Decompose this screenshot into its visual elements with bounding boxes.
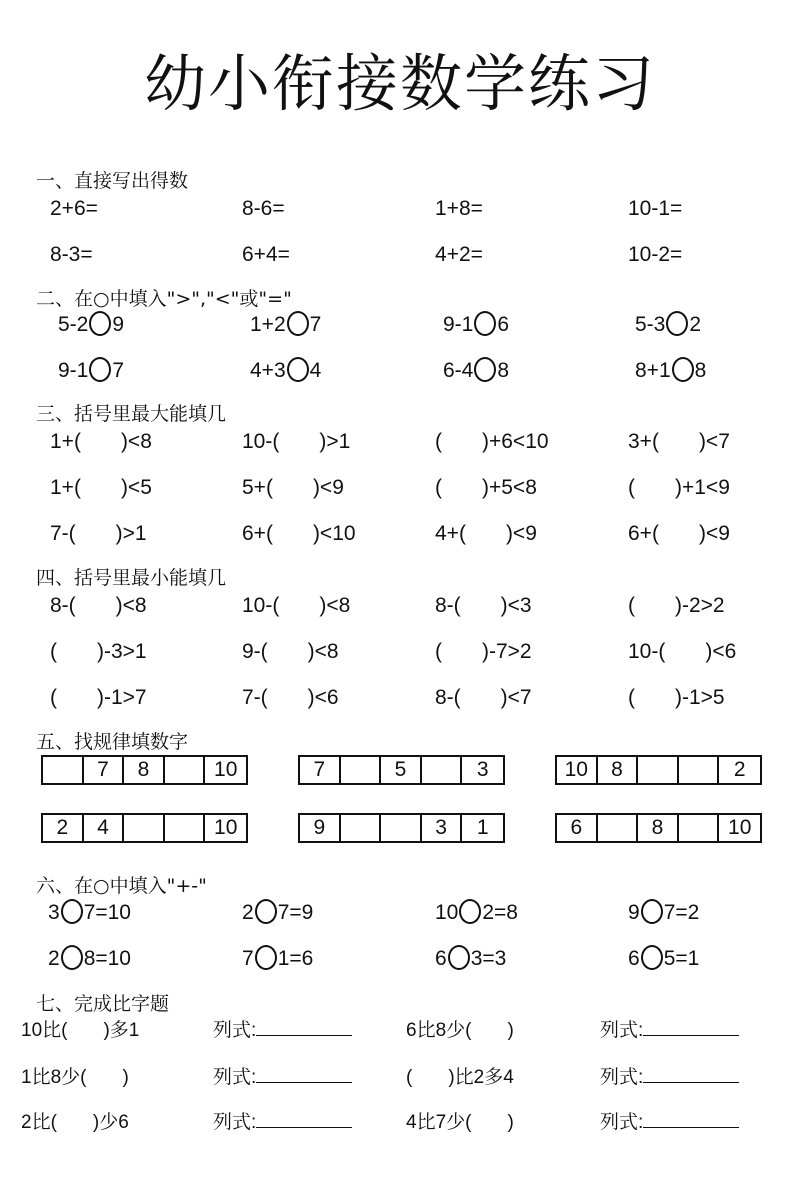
pattern-cell[interactable]: 2 (733, 758, 746, 781)
left: ( (435, 640, 442, 663)
pattern-cell[interactable]: 5 (381, 757, 422, 783)
bracket-problem (242, 520, 356, 548)
word-problem (21, 1017, 139, 1045)
bracket-problem (50, 428, 152, 456)
left: 7-( (50, 522, 76, 545)
expr: 1+2 (250, 313, 286, 336)
expr: 9-1 (58, 359, 89, 382)
right: )-1>5 (675, 686, 725, 709)
pattern-boxes (298, 755, 505, 785)
answer-circle[interactable] (641, 899, 663, 924)
bracket-problem (628, 520, 730, 548)
bracket-problem (242, 474, 344, 502)
bracket-problem (435, 428, 549, 456)
pattern-cell[interactable]: 4 (84, 815, 125, 841)
operator-problem (242, 945, 313, 973)
pattern-cell[interactable]: 10 (214, 816, 238, 839)
pattern-boxes (298, 813, 505, 843)
formula-label: 列式: (213, 1112, 257, 1133)
left: 6+( (628, 522, 659, 545)
expr: 4+3 (250, 359, 286, 382)
right: )多1 (103, 1020, 140, 1041)
answer-circle[interactable] (474, 357, 496, 382)
problem: 8-3= (50, 243, 93, 266)
right: )-3>1 (97, 640, 147, 663)
compare-problem (58, 311, 124, 339)
answer-circle[interactable] (459, 899, 481, 924)
expr: 6-4 (443, 359, 474, 382)
pattern-boxes (555, 813, 762, 843)
section-4-heading: 四、括号里最小能填几 (36, 567, 227, 589)
value: 4 (309, 359, 322, 382)
left: 8-( (435, 686, 461, 709)
bracket-problem (50, 520, 147, 548)
section-2-heading: 二、在○中填入">","<"或"=" (36, 288, 292, 310)
answer-circle[interactable] (448, 945, 470, 970)
answer-circle[interactable] (672, 357, 694, 382)
left: ( (628, 594, 635, 617)
answer-circle[interactable] (255, 899, 277, 924)
formula-answer-line[interactable] (643, 1017, 739, 1036)
operator-problem (435, 899, 518, 927)
left-operand: 7 (242, 947, 254, 970)
pattern-cell[interactable] (43, 757, 84, 783)
right: )<9 (698, 522, 730, 545)
formula-field (600, 1017, 739, 1045)
value: 8 (694, 359, 707, 382)
answer-circle[interactable] (474, 311, 496, 336)
left-operand: 10 (435, 901, 459, 924)
formula-answer-line[interactable] (643, 1064, 739, 1083)
right-side: 8=10 (83, 947, 131, 970)
right: )-1>7 (97, 686, 147, 709)
word-problem (21, 1064, 129, 1092)
right-side: 3=3 (470, 947, 507, 970)
pattern-cell[interactable]: 8 (638, 815, 679, 841)
left: 10-( (628, 640, 666, 663)
formula-answer-line[interactable] (256, 1109, 352, 1128)
expr: 8+1 (635, 359, 671, 382)
compare-problem (443, 311, 509, 339)
right: )-2>2 (675, 594, 725, 617)
left: 9-( (242, 640, 268, 663)
problem: 10-1= (628, 197, 683, 220)
pattern-cell[interactable]: 7 (84, 757, 125, 783)
right: )<8 (120, 430, 152, 453)
compare-problem (250, 311, 321, 339)
bracket-problem (435, 638, 532, 666)
bracket-problem (435, 592, 532, 620)
answer-circle[interactable] (641, 945, 663, 970)
right: )<5 (120, 476, 152, 499)
right-side: 1=6 (277, 947, 314, 970)
right: )+6<10 (482, 430, 549, 453)
problem: 1+8= (435, 197, 483, 220)
left: 3+( (628, 430, 659, 453)
right: )<8 (307, 640, 339, 663)
pattern-boxes (555, 755, 762, 785)
right: )-7>2 (482, 640, 532, 663)
word-problem (21, 1109, 129, 1137)
operator-problem (48, 899, 131, 927)
formula-answer-line[interactable] (256, 1064, 352, 1083)
answer-circle[interactable] (61, 899, 83, 924)
left: 8-( (50, 594, 76, 617)
left: 7-( (242, 686, 268, 709)
pattern-cell[interactable] (679, 815, 720, 841)
problem: 6+4= (242, 243, 290, 266)
word-problem (406, 1109, 514, 1137)
value: 6 (497, 313, 510, 336)
value: 7 (309, 313, 322, 336)
bracket-problem (50, 474, 152, 502)
left: 6+( (242, 522, 273, 545)
pattern-cell[interactable] (422, 757, 463, 783)
bracket-problem (435, 520, 537, 548)
right-side: 2=8 (482, 901, 518, 924)
pattern-cell[interactable] (598, 815, 639, 841)
pattern-boxes (41, 813, 248, 843)
bracket-problem (50, 592, 147, 620)
right: )<7 (500, 686, 532, 709)
answer-circle[interactable] (61, 945, 83, 970)
right: )<8 (115, 594, 147, 617)
right: )+1<9 (675, 476, 730, 499)
operator-problem (628, 945, 699, 973)
left: ( (628, 476, 635, 499)
pattern-cell[interactable]: 10 (728, 816, 752, 839)
answer-circle[interactable] (89, 311, 111, 336)
left: 10-( (242, 594, 280, 617)
left: 10-( (242, 430, 280, 453)
formula-answer-line[interactable] (643, 1109, 739, 1128)
right: )<9 (312, 476, 344, 499)
answer-circle[interactable] (666, 311, 688, 336)
formula-field (600, 1064, 739, 1092)
value: 9 (112, 313, 125, 336)
left: 8-( (435, 594, 461, 617)
pattern-cell[interactable]: 10 (557, 757, 598, 783)
pattern-cell[interactable] (165, 757, 206, 783)
answer-circle[interactable] (89, 357, 111, 382)
left: ( (435, 430, 442, 453)
word-problem (406, 1064, 514, 1092)
pattern-cell[interactable] (638, 757, 679, 783)
left: 4比7少( (406, 1112, 472, 1133)
bracket-problem (50, 638, 147, 666)
answer-circle[interactable] (287, 311, 309, 336)
compare-problem (635, 357, 706, 385)
right: )<6 (705, 640, 737, 663)
pattern-boxes (41, 755, 248, 785)
bracket-problem (242, 684, 339, 712)
section-6-heading: 六、在○中填入"+-" (36, 875, 207, 897)
operator-problem (435, 945, 506, 973)
formula-label: 列式: (213, 1020, 257, 1041)
bracket-problem (50, 684, 147, 712)
right: )>1 (115, 522, 147, 545)
pattern-cell[interactable] (124, 815, 165, 841)
left-operand: 3 (48, 901, 60, 924)
right-side: 7=10 (83, 901, 131, 924)
left: 1比8少( (21, 1067, 87, 1088)
left: 2比( (21, 1112, 57, 1133)
value: 8 (497, 359, 510, 382)
operator-problem (48, 945, 131, 973)
left: 6比8少( (406, 1020, 472, 1041)
expr: 9-1 (443, 313, 474, 336)
value: 2 (689, 313, 702, 336)
right: )<3 (500, 594, 532, 617)
formula-field (213, 1109, 352, 1137)
compare-problem (58, 357, 124, 385)
left: 1+( (50, 476, 81, 499)
expr: 5-2 (58, 313, 89, 336)
answer-circle[interactable] (287, 357, 309, 382)
pattern-cell[interactable]: 9 (300, 815, 341, 841)
bracket-problem (628, 638, 736, 666)
right-side: 5=1 (663, 947, 700, 970)
section-1-heading: 一、直接写出得数 (36, 170, 189, 192)
left: ( (406, 1067, 413, 1088)
left-operand: 6 (628, 947, 640, 970)
pattern-cell[interactable]: 8 (124, 757, 165, 783)
right: ) (122, 1067, 129, 1088)
pattern-cell[interactable] (165, 815, 206, 841)
bracket-problem (435, 474, 537, 502)
operator-problem (628, 899, 699, 927)
right: ) (507, 1112, 514, 1133)
pattern-cell[interactable] (341, 815, 382, 841)
pattern-cell[interactable]: 3 (476, 758, 489, 781)
left: 1+( (50, 430, 81, 453)
right: )少6 (92, 1112, 129, 1133)
pattern-cell[interactable] (679, 757, 720, 783)
right: )<9 (505, 522, 537, 545)
expr: 5-3 (635, 313, 666, 336)
bracket-problem (242, 428, 350, 456)
left: 5+( (242, 476, 273, 499)
pattern-cell[interactable] (341, 757, 382, 783)
right-side: 7=9 (277, 901, 314, 924)
bracket-problem (242, 638, 339, 666)
left-operand: 9 (628, 901, 640, 924)
left-operand: 2 (242, 901, 254, 924)
word-problem (406, 1017, 514, 1045)
problem: 2+6= (50, 197, 98, 220)
pattern-cell[interactable]: 2 (43, 815, 84, 841)
problem: 10-2= (628, 243, 683, 266)
bracket-problem (628, 428, 730, 456)
formula-field (213, 1017, 352, 1045)
pattern-cell[interactable]: 6 (557, 815, 598, 841)
pattern-cell[interactable]: 3 (422, 815, 463, 841)
left: ( (50, 686, 57, 709)
formula-field (600, 1109, 739, 1137)
formula-label: 列式: (600, 1020, 644, 1041)
compare-problem (443, 357, 509, 385)
right: )<10 (312, 522, 356, 545)
section-3-heading: 三、括号里最大能填几 (36, 403, 227, 425)
formula-label: 列式: (600, 1067, 644, 1088)
pattern-cell[interactable]: 1 (476, 816, 489, 839)
pattern-cell[interactable]: 8 (598, 757, 639, 783)
section-7-heading: 七、完成比字题 (36, 993, 170, 1015)
answer-circle[interactable] (255, 945, 277, 970)
right: )+5<8 (482, 476, 537, 499)
left-operand: 2 (48, 947, 60, 970)
left-operand: 6 (435, 947, 447, 970)
right: )>1 (319, 430, 351, 453)
right: )<6 (307, 686, 339, 709)
pattern-cell[interactable]: 7 (300, 757, 341, 783)
formula-label: 列式: (213, 1067, 257, 1088)
left: ( (50, 640, 57, 663)
left: 10比( (21, 1020, 68, 1041)
pattern-cell[interactable]: 10 (214, 758, 238, 781)
right: ) (507, 1020, 514, 1041)
right: )<8 (319, 594, 351, 617)
bracket-problem (435, 684, 532, 712)
compare-problem (635, 311, 701, 339)
formula-label: 列式: (600, 1112, 644, 1133)
right-side: 7=2 (663, 901, 700, 924)
problem: 8-6= (242, 197, 285, 220)
problem: 4+2= (435, 243, 483, 266)
pattern-cell[interactable] (381, 815, 422, 841)
left: ( (628, 686, 635, 709)
bracket-problem (628, 592, 725, 620)
operator-problem (242, 899, 313, 927)
bracket-problem (628, 684, 725, 712)
right: )<7 (698, 430, 730, 453)
worksheet-title: 幼小衔接数学练习 (143, 47, 656, 120)
section-5-heading: 五、找规律填数字 (36, 731, 189, 753)
compare-problem (250, 357, 321, 385)
bracket-problem (242, 592, 350, 620)
formula-answer-line[interactable] (256, 1017, 352, 1036)
value: 7 (112, 359, 125, 382)
left: 4+( (435, 522, 466, 545)
bracket-problem (628, 474, 730, 502)
left: ( (435, 476, 442, 499)
formula-field (213, 1064, 352, 1092)
right: )比2多4 (448, 1067, 514, 1088)
